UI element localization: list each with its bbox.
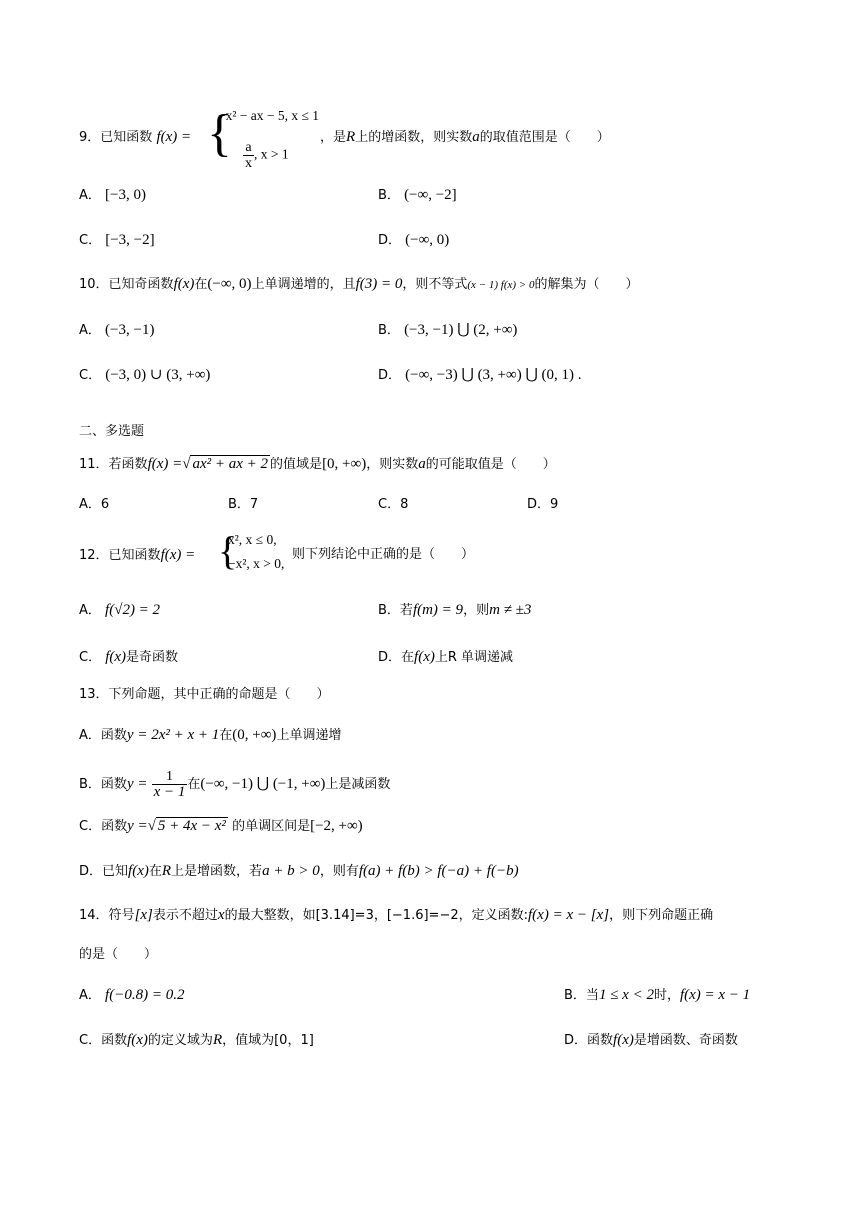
q14-option-a[interactable]: A． f(−0.8) = 0.2 — [79, 987, 185, 1003]
q10-option-b[interactable]: B． (−3, −1) ⋃ (2, +∞) — [378, 322, 518, 338]
q9-piece-1: −x² − ax − 5, x ≤ 1 — [218, 108, 320, 123]
q14-option-d[interactable]: D．函数f(x)是增函数、奇函数 — [564, 1032, 738, 1048]
q9-fx: f(x) = — [156, 129, 192, 145]
q13-b-fraction: $\frac{1}{x - 1}$ — [153, 769, 186, 800]
q11-option-a[interactable]: A．6 — [79, 497, 110, 512]
q9-option-a[interactable]: A． [−3, 0) — [79, 187, 146, 203]
section-heading-multi: 二、多选题 — [79, 424, 145, 439]
q12-brace: { — [218, 528, 238, 573]
q9-piece-2: $\frac{a}{x}$ , x > 1 — [245, 140, 289, 171]
q12-option-c[interactable]: C． f(x)是奇函数 — [79, 649, 179, 665]
q12-stem-left: 12．已知函数f(x) = — [79, 547, 196, 563]
q13-option-b[interactable]: B．函数y = $\frac{1}{x - 1}$ 在(−∞, −1) ⋃ (−1, +∞)上是减函数 — [79, 769, 391, 800]
q11-option-b[interactable]: B．7 — [228, 497, 259, 512]
q14-option-c[interactable]: C．函数f(x)的定义域为R，值域为[0，1] — [79, 1032, 314, 1048]
q12-piece-1: x², x ≤ 0, — [228, 532, 277, 547]
q9-fraction: $\frac{a}{x}$ — [245, 140, 252, 171]
q14-option-b[interactable]: B．当1 ≤ x < 2时，f(x) = x − 1 — [564, 987, 751, 1003]
q12-option-a[interactable]: A． f(√2) = 2 — [79, 602, 161, 618]
q9-stem-left — [79, 127, 191, 148]
q11-option-d[interactable]: D．9 — [527, 497, 559, 512]
q14-stem-line2: 的是（ ） — [79, 947, 158, 962]
q12-stem-right: 则下列结论中正确的是（ ） — [292, 547, 475, 562]
q13-option-a[interactable]: A．函数y = 2x² + x + 1在(0, +∞)上单调递增 — [79, 727, 342, 743]
q9-option-d[interactable]: D． (−∞, 0) — [378, 232, 450, 248]
q9-option-b[interactable]: B． (−∞, −2] — [378, 187, 457, 203]
q12-piece-2: −x², x > 0, — [228, 556, 285, 571]
q12-option-d[interactable]: D．在f(x)上R 单调递减 — [378, 649, 514, 665]
q9-lead: 已知函数 — [100, 130, 153, 145]
q10-option-d[interactable]: D． (−∞, −3) ⋃ (3, +∞) ⋃ (0, 1) . — [378, 367, 582, 383]
q14-stem-line1: 14．符号[x]表示不超过x的最大整数，如[3.14]=3，[−1.6]=−2，定义函数:f(x) = x − [x]，则下列命题正确 — [79, 907, 714, 923]
q9-stem-right: ，是R上的增函数，则实数a的取值范围是（ ） — [320, 129, 610, 145]
q12-option-b[interactable]: B．若f(m) = 9，则m ≠ ±3 — [378, 602, 532, 618]
q10-stem: 10．已知奇函数f(x)在(−∞, 0)上单调递增的，且f(3) = 0，则不等式(x − 1) f(x) > 0的解集为（ ） — [79, 276, 639, 292]
q9-option-c[interactable]: C． [−3, −2] — [79, 232, 155, 248]
q10-option-c[interactable]: C． (−3, 0) ∪ (3, +∞) — [79, 367, 211, 383]
q13-stem: 13．下列命题，其中正确的命题是（ ） — [79, 687, 330, 702]
q9-number: 9． — [79, 130, 101, 145]
q11-stem: 11．若函数f(x) =√ ax² + ax + 2 的值域是[0, +∞)，则实数a的可能取值是（ ） — [79, 456, 556, 472]
q11-option-c[interactable]: C．8 — [378, 497, 409, 512]
q13-option-d[interactable]: D．已知f(x)在R上是增函数，若a + b > 0，则有f(a) + f(b) > f(−a) + f(−b) — [79, 863, 519, 879]
q10-option-a[interactable]: A． (−3, −1) — [79, 322, 155, 338]
q9-brace: { — [207, 105, 232, 162]
q13-option-c[interactable]: C．函数y =√ 5 + 4x − x² 的单调区间是[−2, +∞) — [79, 818, 363, 834]
